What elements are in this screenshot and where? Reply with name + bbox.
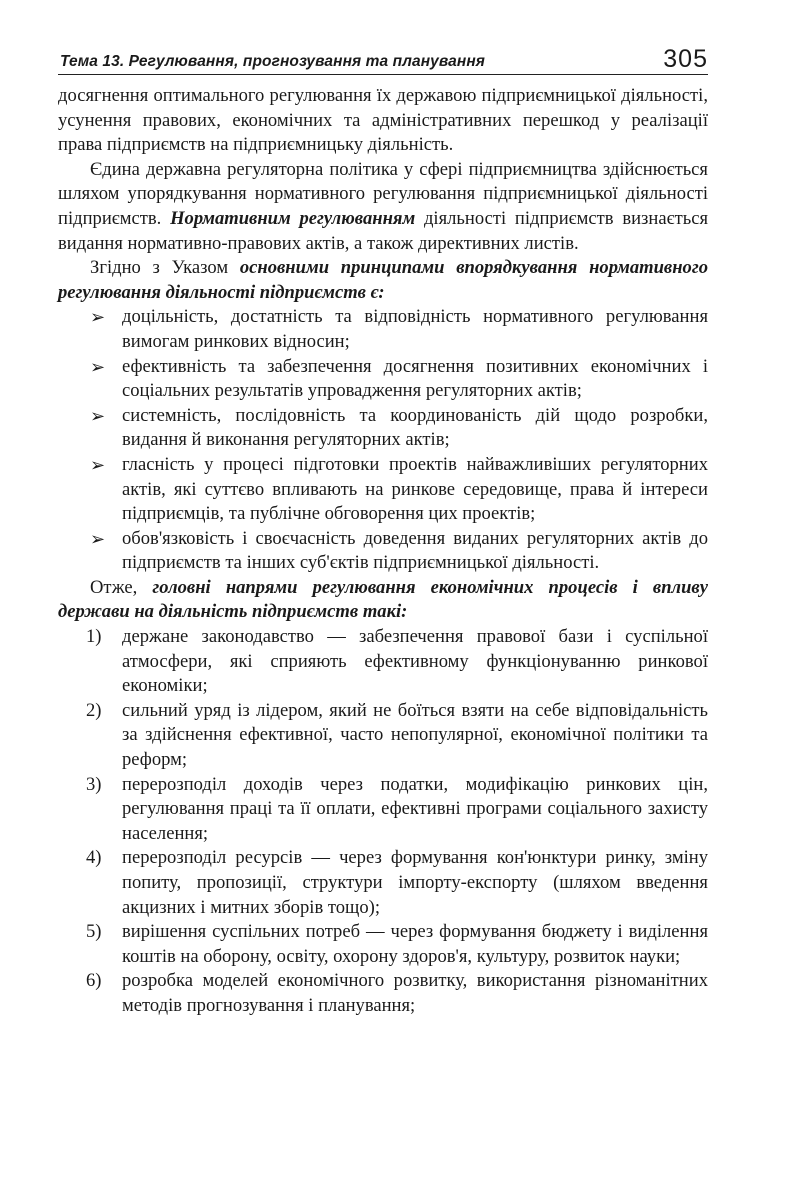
list-item [58, 305, 708, 354]
emphasized-term: головні напрями регулювання економічних процесів і впливу держави на діяльність підприємств такі: [58, 576, 708, 623]
list-item-number: 5) [86, 921, 102, 943]
emphasized-term: основними принципами впорядкування нормативного регулювання діяльності підприємств є: [58, 257, 709, 303]
paragraph-principles-intro [58, 256, 708, 305]
list-item-text: системність, послідовність та координованість дій щодо розробки, видання й виконання регуляторних актів; [122, 404, 708, 451]
list-item-text: доцільність, достатність та відповідність нормативного регулювання вимогам ринкових відносин; [122, 306, 708, 352]
list-item-text: держане законодавство — забезпечення правової бази і суспільної атмосфери, які сприяють ефективному функціонуванню ринкової економіки; [122, 626, 708, 697]
paragraph-directions-intro [58, 576, 708, 625]
text-run: діяльності підприємств визнається видання нормативно-правових актів, а також директивних листів. [58, 207, 708, 254]
list-item-text: перерозподіл ресурсів — через формування кон'юнктури ринку, зміну попиту, пропозиції, структури імпорту-експорту (шляхом введення акцизних і митних зборів тощо); [122, 847, 708, 918]
principles-list [58, 305, 708, 576]
arrow-bullet-icon: ➢ [90, 356, 106, 377]
page-body [58, 84, 708, 1019]
arrow-bullet-icon: ➢ [90, 454, 106, 475]
list-item-number: 3) [86, 773, 102, 795]
paragraph-continuation: досягнення оптимального регулювання їх державою підприємницької діяльності, усунення правових, економічних та адміністративних перешкод у реалізації права підприємств на підприємницьку діяльність. [58, 85, 708, 156]
list-item [58, 773, 708, 847]
list-item-number: 6) [86, 970, 102, 992]
list-item-number: 1) [86, 626, 102, 648]
list-item [58, 453, 708, 527]
list-item [58, 846, 708, 920]
list-item-text: обов'язковість і своєчасність доведення виданих регуляторних актів до підприємств та інших суб'єктів підприємницької діяльності. [122, 527, 708, 574]
arrow-bullet-icon: ➢ [90, 307, 106, 328]
defined-term: Нормативним регулюванням [170, 207, 416, 229]
list-item-number: 2) [86, 699, 102, 721]
text-run: Отже, [90, 576, 138, 598]
list-item [58, 404, 708, 453]
list-item [58, 699, 708, 773]
text-run: Єдина державна регуляторна політика у сфері підприємництва здійснюється шляхом упорядкування нормативного регулювання підприємницької діяльності підприємств. [58, 158, 708, 229]
directions-list [58, 625, 708, 1019]
list-item [58, 969, 708, 1018]
list-item [58, 527, 708, 576]
chapter-title: Тема 13. Регулювання, прогнозування та планування [60, 53, 486, 70]
list-item-number: 4) [86, 847, 102, 869]
text-run: Згідно з Указом [90, 257, 229, 279]
list-item-text: сильний уряд із лідером, який не боїться взяти на себе відповідальність за здійснення ефективної, часто непопулярної, економічної політики та реформ; [122, 699, 708, 771]
list-item [58, 355, 708, 404]
list-item [58, 920, 708, 969]
list-item-text: ефективність та забезпечення досягнення позитивних економічних і соціальних результатів упровадження регуляторних актів; [122, 355, 708, 402]
arrow-bullet-icon: ➢ [90, 405, 106, 426]
page-number: 305 [663, 45, 708, 73]
running-header [58, 45, 708, 75]
arrow-bullet-icon: ➢ [90, 528, 106, 549]
list-item [58, 625, 708, 699]
list-item-text: вирішення суспільних потреб — через формування бюджету і виділення коштів на оборону, освіту, охорону здоров'я, культуру, розвиток науки; [122, 921, 708, 967]
list-item-text: розробка моделей економічного розвитку, використання різноманітних методів прогнозування і планування; [122, 970, 708, 1016]
paragraph-regulatory-policy [58, 158, 708, 256]
list-item-text: гласність у процесі підготовки проектів найважливіших регуляторних актів, які суттєво впливають на ринкове середовище, права й інтереси підприємців, та публічне обговорення цих проектів; [122, 453, 708, 525]
list-item-text: перерозподіл доходів через податки, модифікацію ринкових цін, регулювання праці та її оплати, ефективні програми соціального захисту населення; [122, 773, 708, 844]
